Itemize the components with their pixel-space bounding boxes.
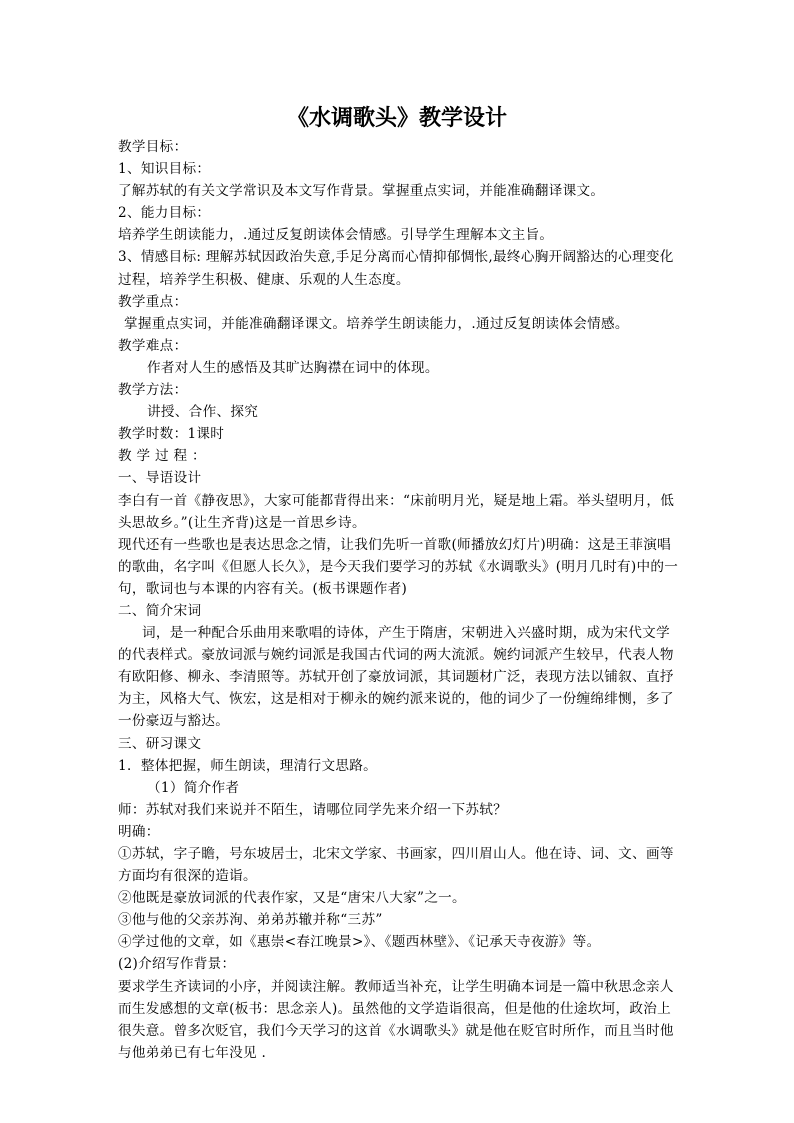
background-paragraph: 要求学生齐读词的小序，并阅读注解。教师适当补充，让学生明确本词是一篇中秋思念亲人而生发感想的文章(板书：思念亲人)。虽然他的文学造诣很高，但是他的仕途坎坷，政治上很失意。曾多次贬官，我们今天学习的这首《水调歌头》就是他在贬官时所作，而且当时他与他弟弟已有七年没见 . [118,978,674,1061]
study-step-1: 1．整体把握，师生朗读，理清行文思路。 [118,757,378,774]
heading-objectives: 教学目标： [118,139,188,155]
document-title: 《水调歌头》教学设计 [286,105,507,131]
heading-key-points: 教学重点： [118,293,188,310]
background-heading: (2)介绍写作背景： [118,956,236,973]
clarify-label: 明确： [118,823,160,840]
author-point-4: ④学过他的文章，如《惠崇<春江晚景>》、《题西林壁》、《记承天寺夜游》等。 [118,934,601,951]
section-intro-heading: 一、导语设计 [118,470,202,487]
knowledge-goal-text: 了解苏轼的有关文学常识及本文写作背景。掌握重点实词，并能准确翻译课文。 [118,183,605,200]
section-study-heading: 三、研习课文 [118,735,202,752]
heading-process: 教 学 过 程 ： [118,448,206,465]
author-point-1: ①苏轼，字子瞻，号东坡居士，北宋文学家、书画家，四川眉山人。他在诗、词、文、画等方面均有很深的造诣。 [118,846,674,885]
author-intro-heading: （1）简介作者 [147,779,240,796]
heading-methods: 教学方法： [118,382,188,399]
document-body [118,136,680,1064]
heading-difficulties: 教学难点： [118,337,188,354]
key-points-text: 掌握重点实词，并能准确翻译课文。培养学生朗读能力，.通过反复朗读体会情感。 [124,315,629,332]
songci-paragraph: 词，是一种配合乐曲用来歌唱的诗体，产生于隋唐，宋朝进入兴盛时期，成为宋代文学的代表样式。豪放词派与婉约词派是我国古代词的两大流派。婉约词派产生较早，代表人物有欧阳修、柳永、李清照等。苏轼开创了豪放词派，其词题材广泛，表现方法以铺叙、直抒为主，风格大气、恢宏，这是相对于柳永的婉约派来说的，他的词少了一份缠绵绯恻，多了一份豪迈与豁达。 [118,625,674,730]
intro-paragraph-2: 现代还有一些歌也是表达思念之情，让我们先听一首歌(师播放幻灯片)明确：这是王菲演唱的歌曲，名字叫《但愿人长久》，是今天我们要学习的苏轼《水调歌头》(明月几时有)中的一句，歌词也与本课的内容有关。(板书课题作者) [118,536,679,597]
author-point-2: ②他既是豪放词派的代表作家，又是“唐宋八大家”之一。 [118,890,466,907]
author-point-3: ③他与他的父亲苏洵、弟弟苏辙并称“三苏” [118,912,383,929]
section-songci-heading: 二、简介宋词 [118,602,202,619]
ability-goal-text: 培养学生朗读能力，.通过反复朗读体会情感。引导学生理解本文主旨。 [118,227,554,244]
methods-text: 讲授、合作、探究 [147,404,259,421]
heading-ability-goal: 2、能力目标： [118,205,211,222]
teacher-question: 师：苏轼对我们来说并不陌生，请哪位同学先来介绍一下苏轼？ [118,801,508,818]
class-hours: 教学时数：1课时 [118,426,225,443]
emotion-goal-text: 3、情感目标: 理解苏轼因政治失意,手足分离而心情抑郁惆怅,最终心胸开阔豁达的心理变化过程，培养学生积极、健康、乐观的人生态度。 [118,249,674,288]
heading-knowledge-goal: 1、知识目标： [118,161,211,178]
difficulties-text: 作者对人生的感悟及其旷达胸襟在词中的体现。 [147,359,439,376]
intro-paragraph-1: 李白有一首《静夜思》，大家可能都背得出来：“床前明月光，疑是地上霜。举头望明月，低头思故乡。”(让生齐背)这是一首思乡诗。 [118,492,675,531]
